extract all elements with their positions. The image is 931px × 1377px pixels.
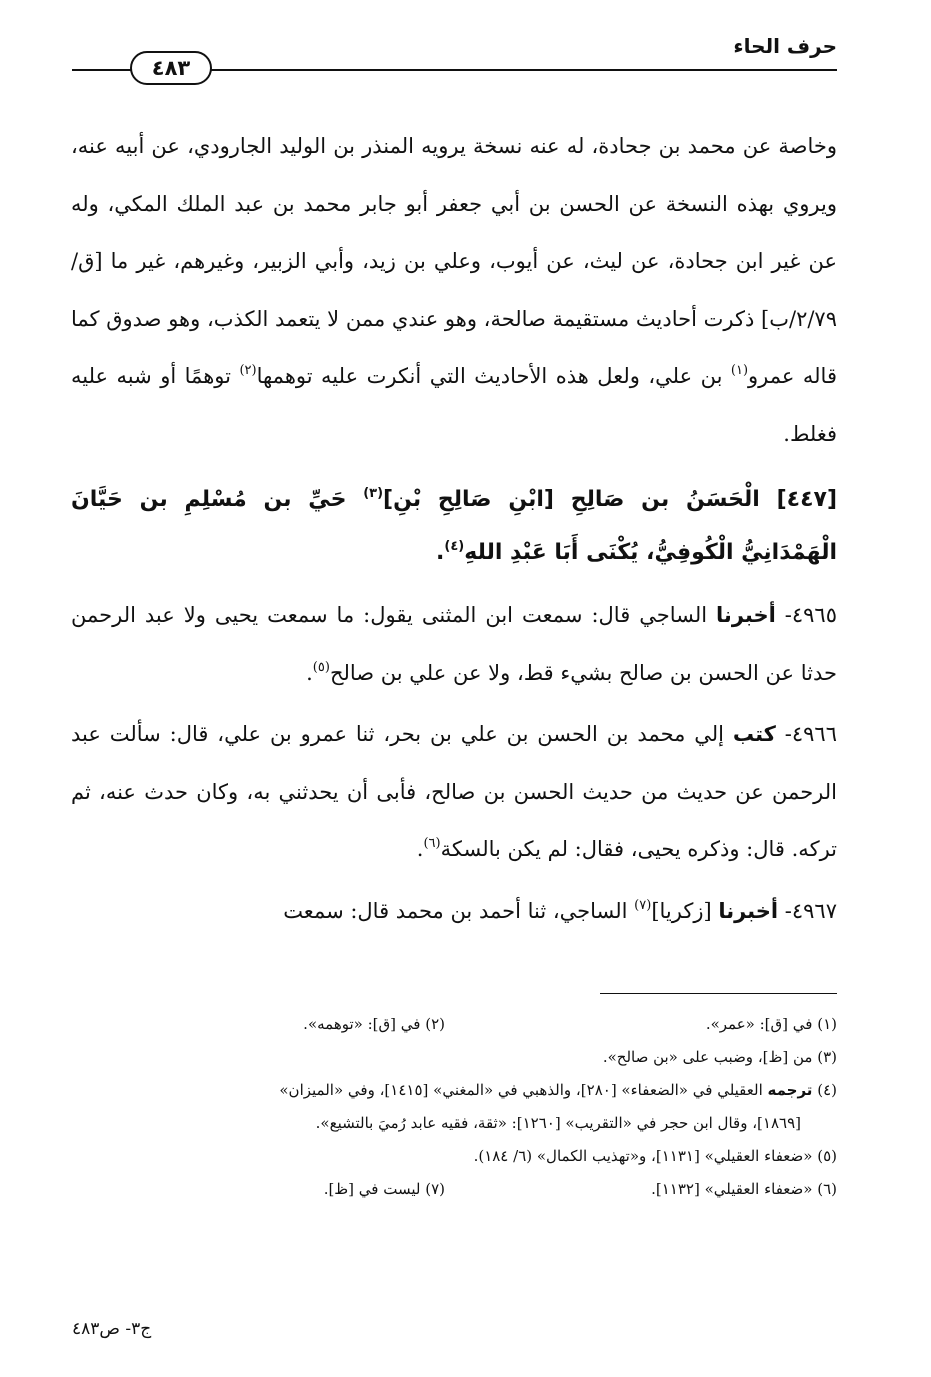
narration-4965: ٤٩٦٥- أخبرنا الساجي قال: سمعت ابن المثنى يقول: ما سمعت يحيى ولا عبد الرحمن حدثا عن الحسن بن صالح بشيء قط، ولا عن علي بن صالح$^{(٥)}$.	[71, 603, 837, 685]
narration-keyword: أخبرنا	[718, 898, 779, 923]
footnote-6: (٦) «ضعفاء العقيلي» [١١٣٢].	[651, 1180, 837, 1198]
footnote-3: (٣) من [ظ]، وضبب على «بن صالح».	[602, 1048, 837, 1066]
page-number-badge: ٤٨٣	[130, 51, 212, 85]
footnote-ref-7: (٧)	[634, 897, 652, 913]
footnote-ref-2: (٢)	[239, 363, 257, 378]
footnote-5: (٥) «ضعفاء العقيلي» [١١٣١]، و«تهذيب الكمال» (٦/ ١٨٤).	[473, 1147, 837, 1165]
volume-page-reference: ج٣- ص٤٨٣	[72, 1319, 152, 1339]
narration-keyword: أخبرنا	[716, 603, 776, 627]
narration-keyword: كتب	[732, 722, 776, 746]
footnote-row	[71, 1173, 837, 1206]
footnote-ref-6: (٦)	[423, 836, 441, 851]
footnote-1: (١) في [ق]: «عمر».	[705, 1015, 837, 1033]
main-text	[71, 118, 837, 940]
paragraph-continuation: وخاصة عن محمد بن جحادة، له عنه نسخة يرويه المنذر بن الوليد الجارودي، عن أبيه عنه، ويروي بهذه النسخة عن الحسن بن أبي جعفر أبو جابر محمد بن عبد الملك المكي، وله عن غير ابن جحادة، عن ليث، عن أيوب، وعلي بن زيد، وأبي الزبير، وغيرهم، غير ما [ق/٢/٧٩/ب] ذكرت أحاديث مستقيمة صالحة، وهو عندي ممن لا يتعمد الكذب، وهو صدوق كما قاله عمرو$^{(١)}$ بن علي، ولعل هذه الأحاديث التي أنكرت عليه توهمها$^{(٢)}$ توهمًا أو شبه عليه فغلط.	[71, 134, 837, 446]
narration-4966: ٤٩٦٦- كتب إلي محمد بن الحسن بن علي بن بحر، ثنا عمرو بن علي، قال: سألت عبد الرحمن عن حديث من حديث الحسن بن صالح، فأبى أن يحدثني به، وكان حدث عنه، ثم تركه. قال: وذكره يحيى، فقال: لم يكن بالسكة$^{(٦)}$.	[71, 722, 837, 861]
footnote-4: (٤) ترجمه العقيلي في «الضعفاء» [٢٨٠]، والذهبي في «المغني» [١٤١٥]، وفي «الميزان»	[279, 1081, 837, 1099]
footnotes	[71, 1008, 837, 1206]
entry-heading-447: [٤٤٧] الْحَسَنُ بن صَالِحِ [ابْنِ صَالِحِ بْنِ]$^{(٣)}$ حَيِّ بن مُسْلِمِ بن حَيَّانَ الْهَمْدَانِيُّ الْكُوفِيُّ، يُكْنَى أَبَا عَبْدِ اللهِ$^{(٤)}$.	[71, 486, 837, 565]
footnote-ref-1: (١)	[730, 363, 749, 378]
narration-4967: ٤٩٦٧- أخبرنا [زكريا]$^{(٧)}$ الساجي، ثنا أحمد بن محمد قال: سمعت	[283, 897, 837, 923]
section-title: حرف الحاء	[733, 34, 837, 58]
footnote-2: (٢) في [ق]: «توهمه».	[303, 1015, 445, 1033]
footnote-ref-3: (٣)	[363, 486, 384, 501]
footnote-ref-5: (٥)	[312, 659, 330, 675]
footnote-ref-4: (٤)	[444, 539, 465, 554]
footnote-row	[71, 1008, 837, 1041]
footnote-separator	[600, 993, 837, 994]
footnote-7: (٧) ليست في [ظ].	[323, 1180, 445, 1198]
footnote-4-continuation: [١٨٦٩]، وقال ابن حجر في «التقريب» [١٢٦٠]: «ثقة، فقيه عابد رُميَ بالتشيع».	[315, 1114, 801, 1132]
